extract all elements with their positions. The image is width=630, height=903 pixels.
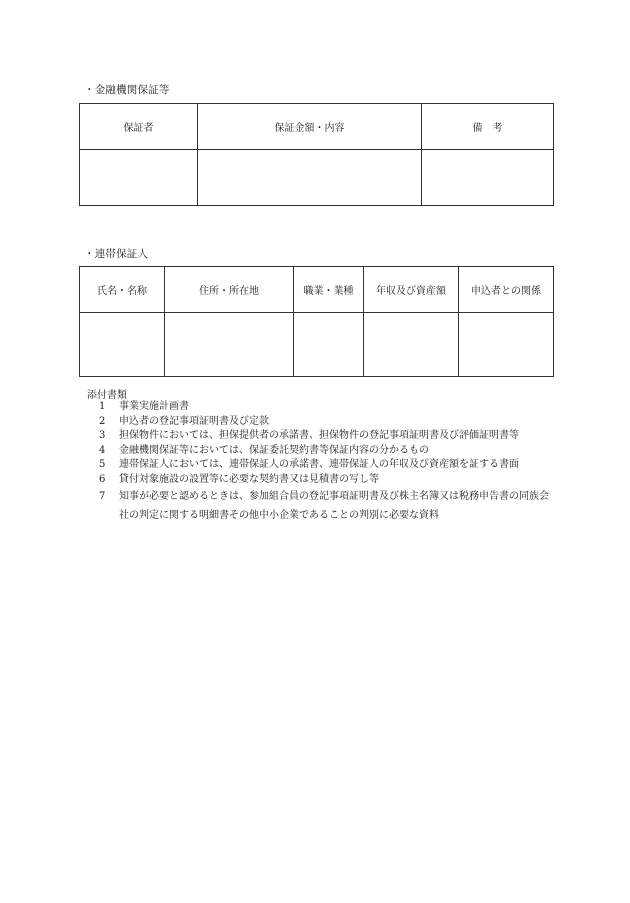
header-income-assets: 年収及び資産額	[364, 267, 459, 313]
section-heading-financial-guarantee: ・金融機関保証等	[84, 84, 170, 96]
cell-remarks[interactable]	[422, 150, 554, 206]
financial-guarantee-table	[79, 103, 554, 206]
list-item: 2 申込者の登記事項証明書及び定款	[99, 415, 269, 427]
cell-occupation[interactable]	[294, 313, 364, 377]
cell-income-assets[interactable]	[364, 313, 459, 377]
cell-name[interactable]	[80, 313, 165, 377]
header-name: 氏名・名称	[80, 267, 165, 313]
list-item: 5 連帯保証人においては、連帯保証人の承諾書、連帯保証人の年収及び資産額を証する書面	[99, 459, 519, 470]
list-item: 3 担保物件においては、担保提供者の承諾書、担保物件の登記事項証明書及び評価証明書等	[99, 430, 519, 441]
header-guarantor: 保証者	[80, 104, 198, 150]
header-address: 住所・所在地	[165, 267, 294, 313]
list-item: 6 貸付対象施設の設置等に必要な契約書又は見積書の写し等	[99, 473, 379, 485]
cell-address[interactable]	[165, 313, 294, 377]
joint-guarantor-table	[79, 266, 554, 377]
header-guarantee-amount: 保証金額・内容	[198, 104, 422, 150]
list-item: 4 金融機関保証等においては、保証委託契約書等保証内容の分かるもの	[99, 444, 429, 456]
header-occupation: 職業・業種	[294, 267, 364, 313]
section-heading-joint-guarantor: ・連帯保証人	[84, 248, 149, 260]
attachments-title: 添付書類	[87, 390, 127, 401]
list-item: 1 事業実施計画書	[99, 401, 189, 412]
cell-guarantor[interactable]	[80, 150, 198, 206]
list-item: 7 知事が必要と認めるときは、参加組合員の登記事項証明書及び株主名簿又は税務申告書の同族会社の判定に関する明細書その他中小企業であることの判別に必要な資料	[99, 491, 549, 521]
header-relationship: 申込者との関係	[459, 267, 554, 313]
cell-guarantee-amount[interactable]	[198, 150, 422, 206]
attachments-list	[87, 400, 557, 525]
cell-relationship[interactable]	[459, 313, 554, 377]
header-remarks: 備 考	[422, 104, 554, 150]
